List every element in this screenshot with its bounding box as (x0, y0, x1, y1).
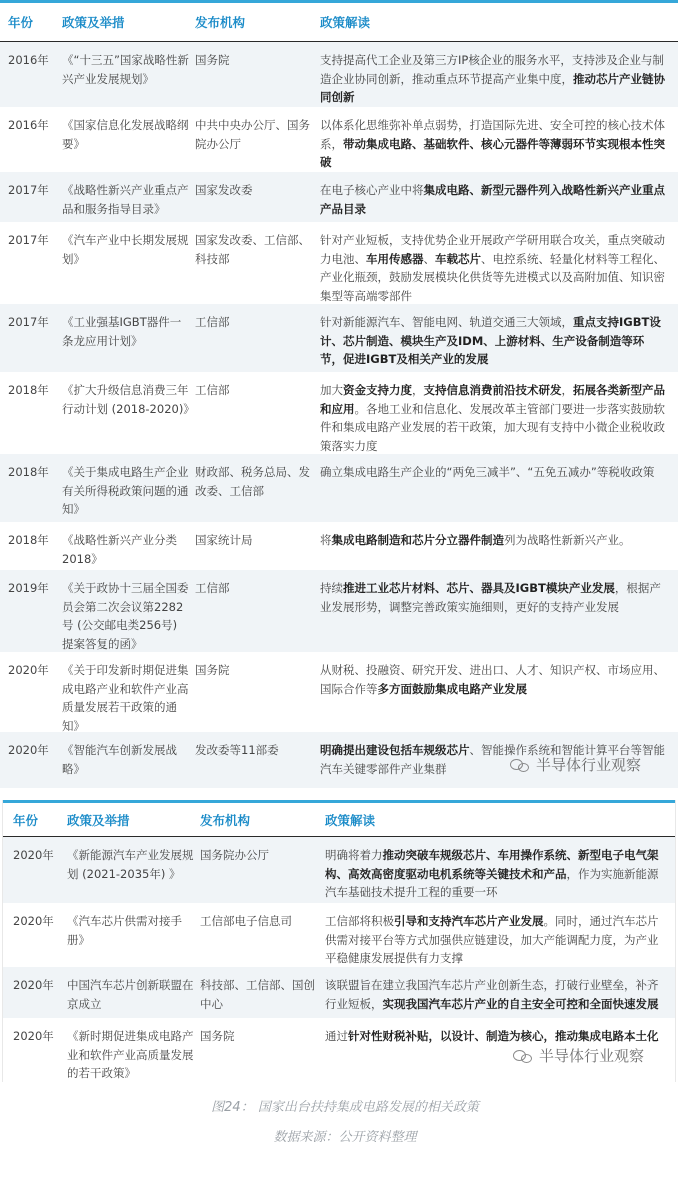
desc-emphasis: 带动集成电路、基础软件、核心元器件等薄弱环节实现根本性突破 (320, 136, 665, 169)
desc-emphasis: 推动突破车规级芯片、车用操作系统、新型电子电气架构、高效高密度驱动电机系统等关键技术和产品 (325, 848, 659, 881)
cell-year: 2017年 (8, 315, 49, 329)
figure-source: 数据来源：公开资料整理 (273, 1130, 417, 1145)
cell-policy: 《智能汽车创新发展战略》 (62, 743, 177, 776)
desc-emphasis: 资金支持力度 (343, 383, 412, 397)
desc-text: 针对产业短板，支持优势企业开展政产学研用联合攻关，重点突破动力电池、 (320, 233, 665, 266)
cell-policy: 《国家信息化发展战略纲要》 (62, 118, 189, 151)
cell-org: 国家统计局 (195, 533, 253, 547)
table-row (0, 522, 678, 570)
desc-emphasis: 推进工业芯片材料、芯片、器具及IGBT模块产业发展 (343, 581, 615, 595)
table-row (0, 222, 678, 304)
cell-policy: 《关于集成电路生产企业有关所得税政策问题的通知》 (62, 465, 189, 516)
desc-text: 以体系化思维弥补单点弱势，打造国际先进、安全可控的核心技术体系， (320, 118, 665, 151)
cell-year: 2018年 (8, 465, 49, 479)
desc-emphasis: 明确提出建设包括车规级芯片 (320, 743, 470, 757)
policy-table-2 (2, 800, 676, 1082)
cell-desc (320, 313, 666, 369)
cell-policy: 《战略性新兴产业重点产品和服务指导目录》 (62, 183, 189, 216)
figure-caption: 图24： 国家出台扶持集成电路发展的相关政策 (211, 1100, 479, 1115)
desc-text: 持续 (320, 581, 343, 595)
table-row (0, 107, 678, 172)
cell-year: 2016年 (8, 53, 49, 67)
cell-desc (325, 976, 667, 1013)
desc-text: 、 (423, 251, 435, 266)
cell-year: 2020年 (8, 663, 49, 677)
cell-desc (320, 231, 666, 305)
cell-desc (320, 531, 666, 550)
cell-desc (320, 463, 666, 482)
desc-text: ，根据产业发展形势，调整完善政策实施细则，更好的支持产业发展 (320, 581, 661, 614)
cell-desc (320, 116, 666, 172)
wechat-icon (510, 758, 530, 772)
desc-emphasis: 重点支持IGBT设计、芯片制造、模块生产及IDM、上游材料、生产设备制造等环节，促进IGBT及相关产业的发展 (320, 315, 661, 366)
cell-org: 工信部电子信息司 (200, 914, 292, 928)
desc-text: 明确将着力 (325, 848, 383, 862)
desc-emphasis: 推动芯片产业链协同创新 (320, 71, 665, 104)
header-desc: 政策解读 (320, 15, 371, 30)
cell-org: 工信部 (195, 315, 230, 329)
watermark (510, 754, 641, 775)
cell-org: 发改委等11部委 (195, 743, 279, 757)
cell-desc (325, 912, 667, 968)
cell-year: 2020年 (8, 743, 49, 757)
cell-year: 2020年 (13, 848, 54, 862)
desc-emphasis: 车载芯片 (435, 251, 481, 266)
cell-org: 财政部、税务总局、发改委、工信部 (195, 465, 310, 498)
desc-emphasis: 针对性财税补贴，以设计、制造为核心，推动集成电路本土化 (348, 1029, 659, 1043)
cell-org: 国务院 (195, 53, 230, 67)
desc-emphasis: 车用传感器 (366, 251, 424, 266)
cell-year: 2020年 (13, 914, 54, 928)
watermark-text: 半导体行业观察 (536, 756, 642, 774)
desc-text: 、智能操作系统和智能计算平台等智能汽车关键零部件产业集群 (320, 743, 665, 776)
table-header (3, 803, 675, 837)
cell-policy: 中国汽车芯片创新联盟在京成立 (67, 978, 194, 1011)
cell-desc (325, 1027, 667, 1046)
cell-org: 工信部 (195, 581, 230, 595)
desc-emphasis: 支持信息消费前沿技术研发 (423, 383, 562, 397)
cell-policy: 《新能源汽车产业发展规划 (2021-2035年) 》 (67, 848, 194, 881)
header-org: 发布机构 (195, 15, 246, 30)
cell-year: 2016年 (8, 118, 49, 132)
cell-org: 国家发改委 (195, 183, 253, 197)
cell-desc (320, 181, 666, 218)
cell-year: 2018年 (8, 533, 49, 547)
table-row (0, 172, 678, 222)
cell-year: 2020年 (13, 978, 54, 992)
cell-desc (325, 846, 667, 902)
cell-desc (320, 579, 666, 616)
watermark-text: 半导体行业观察 (539, 1047, 645, 1065)
desc-emphasis: 引导和支持汽车芯片产业发展 (394, 914, 544, 928)
table-row (3, 903, 675, 967)
table-header (0, 3, 678, 42)
header-policy: 政策及举措 (62, 15, 125, 30)
cell-desc (320, 51, 666, 107)
cell-desc (320, 661, 666, 698)
desc-text: ， (412, 383, 424, 397)
cell-org: 国务院 (195, 663, 230, 677)
desc-text: 支持提高代工企业及第三方IP核企业的服务水平，支持涉及企业与制造企业协同创新，推动重点环节提高产业集中度， (320, 53, 664, 86)
table-row (0, 454, 678, 522)
cell-org: 工信部 (195, 383, 230, 397)
header-org: 发布机构 (200, 812, 251, 828)
table-row (0, 570, 678, 652)
cell-policy: 《工业强基IGBT器件一条龙应用计划》 (62, 315, 182, 348)
desc-text: 。各地工业和信息化、发展改革主管部门要进一步落实鼓励软件和集成电路产业发展的若干政策，加大现有支持中小微企业税收政策落实力度 (320, 401, 665, 453)
desc-text: 从财税、投融资、研究开发、进出口、人才、知识产权、市场应用、国际合作等 (320, 663, 665, 696)
cell-policy: 《“十三五”国家战略性新兴产业发展规划》 (62, 53, 189, 86)
table-row (3, 837, 675, 903)
desc-text: ，作为实施新能源汽车基础技术提升工程的重要一环 (325, 866, 659, 899)
table-row (0, 42, 678, 107)
cell-org: 国务院办公厅 (200, 848, 269, 862)
header-year: 年份 (8, 15, 34, 30)
desc-emphasis: 拓展各类新型产品和应用 (320, 383, 665, 416)
header-year: 年份 (13, 812, 39, 828)
desc-text: 、电控系统、轻量化材料等工程化、产业化瓶颈，鼓励发展模块化供货等先进模式以及高附加值、知识密集型等高端零部件 (320, 251, 665, 303)
cell-org: 中共中央办公厅、国务院办公厅 (195, 118, 310, 151)
desc-text: 列为战略性新新兴产业。 (504, 533, 631, 547)
table-row (0, 652, 678, 732)
desc-text: 将 (320, 533, 332, 547)
cell-org: 国家发改委、工信部、科技部 (195, 233, 310, 266)
header-desc: 政策解读 (325, 812, 376, 828)
desc-text: 通过 (325, 1029, 348, 1043)
watermark (513, 1045, 644, 1066)
desc-text: 加大 (320, 383, 343, 397)
desc-text: ， (561, 383, 573, 397)
cell-year: 2019年 (8, 581, 49, 595)
table-row (3, 967, 675, 1018)
cell-policy: 《关于政协十三届全国委员会第二次会议第2282号 (公交邮电类256号) 提案答复的函》 (62, 581, 189, 651)
cell-policy: 《汽车芯片供需对接手册》 (67, 914, 182, 947)
header-policy: 政策及举措 (67, 812, 130, 828)
desc-text: 该联盟旨在建立我国汽车芯片产业创新生态，打破行业壁垒，补齐行业短板， (325, 978, 659, 1011)
cell-desc (320, 381, 666, 455)
cell-policy: 《汽车产业中长期发展规划》 (62, 233, 189, 266)
cell-year: 2020年 (13, 1029, 54, 1043)
desc-emphasis: 多方面鼓励集成电路产业发展 (377, 681, 527, 696)
desc-emphasis: 集成电路、新型元器件列入战略性新兴产业重点产品目录 (320, 183, 665, 216)
desc-text: 在电子核心产业中将 (320, 183, 424, 197)
cell-org: 国务院 (200, 1029, 235, 1043)
cell-policy: 《新时期促进集成电路产业和软件产业高质量发展的若干政策》 (67, 1029, 194, 1080)
cell-year: 2017年 (8, 233, 49, 247)
cell-year: 2018年 (8, 383, 49, 397)
cell-policy: 《战略性新兴产业分类2018》 (62, 533, 177, 566)
desc-text: 确立集成电路生产企业的“两免三减半”、“五免五减办”等税收政策 (320, 465, 655, 479)
cell-year: 2017年 (8, 183, 49, 197)
desc-text: 工信部将积极 (325, 914, 394, 928)
wechat-icon (513, 1049, 533, 1063)
cell-policy: 《关于印发新时期促进集成电路产业和软件产业高质量发展若干政策的通知》 (62, 663, 189, 733)
cell-policy: 《扩大升级信息消费三年行动计划 (2018-2020)》 (62, 383, 195, 416)
table-row (0, 304, 678, 372)
table-row (0, 372, 678, 454)
desc-text: 。同时，通过汽车芯片供需对接平台等方式加强供应链建设，加大产能调配力度，为产业平稳健康发展提供有力支撑 (325, 914, 659, 965)
desc-text: 针对新能源汽车、智能电网、轨道交通三大领域， (320, 315, 573, 329)
desc-emphasis: 集成电路制造和芯片分立器件制造 (331, 533, 504, 547)
cell-org: 科技部、工信部、国创中心 (200, 978, 315, 1011)
desc-emphasis: 实现我国汽车芯片产业的自主安全可控和全面快速发展 (382, 996, 659, 1011)
